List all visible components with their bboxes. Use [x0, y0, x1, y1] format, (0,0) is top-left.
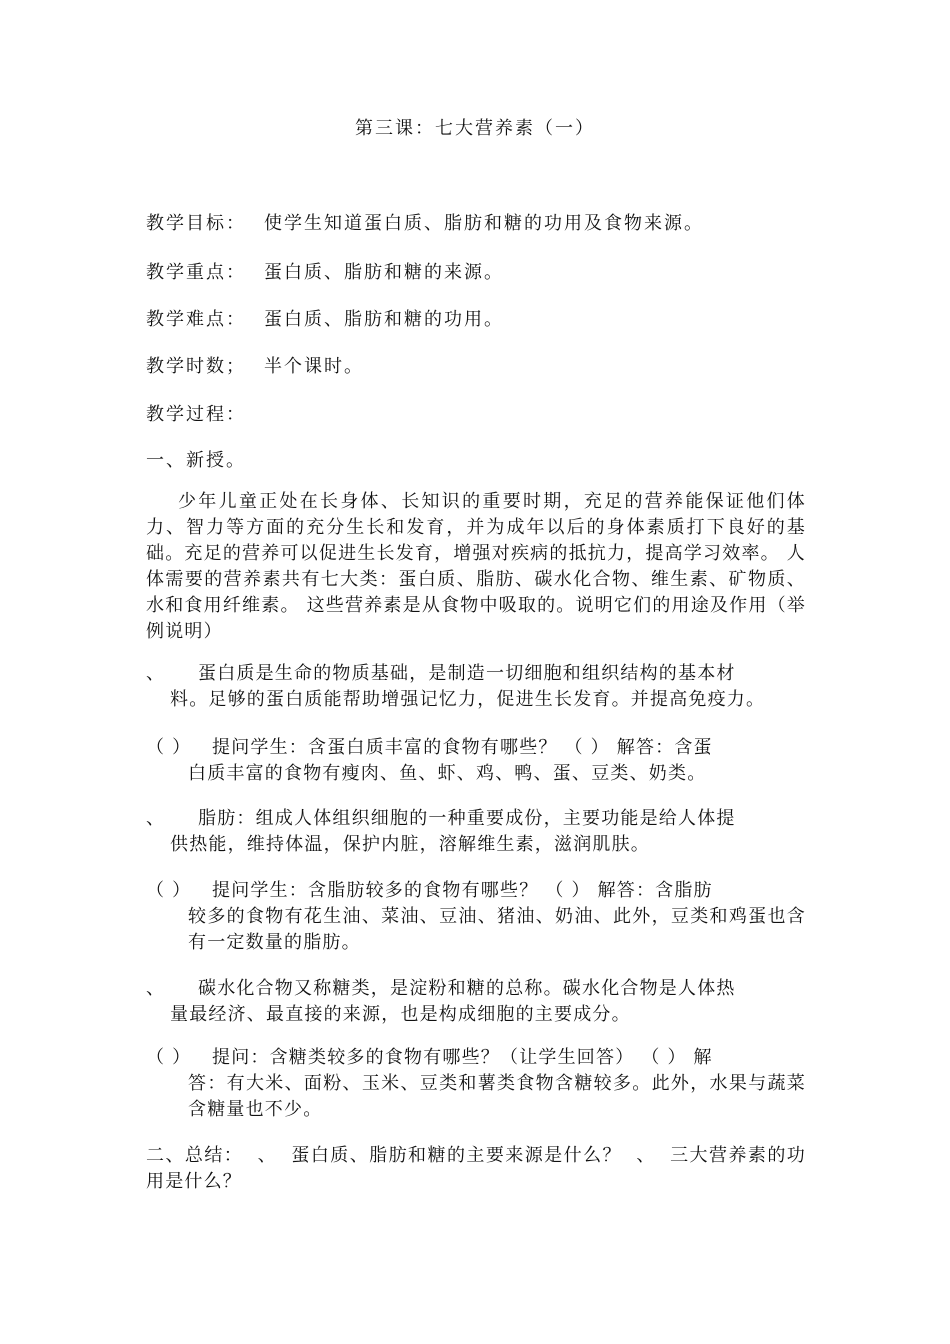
list-item [146, 1045, 806, 1123]
key-point-value: 蛋白质、脂肪和糖的来源。 [264, 262, 504, 283]
item-first-line: 脂肪：组成人体组织细胞的一种重要成份，主要功能是给人体提 [198, 808, 736, 829]
list-item [146, 806, 806, 858]
item-mark: 、 [146, 978, 166, 999]
list-item [146, 735, 806, 787]
hours-line [146, 352, 364, 378]
item-mark: 、 [146, 663, 166, 684]
item-continuation: 白质丰富的食物有瘦肉、鱼、虾、鸡、鸭、蛋、豆类、奶类。 [188, 763, 707, 784]
list-item [146, 661, 806, 713]
item-mark: 、 [146, 808, 166, 829]
intro-paragraph: 少年儿童正处在长身体、长知识的重要时期，充足的营养能保证他们体力、智力等方面的充分生长和发育，并为成年以后的身体素质打下良好的基础。充足的营养可以促进生长发育，增强对疾病的抵抗力，提高学习效率。 人体需要的营养素共有七大类：蛋白质、脂肪、碳水化合物、维生素、矿物质、水和食用纤维素。 这些营养素是从食物中吸取的。说明它们的用途及作用（举例说明） [146, 491, 806, 642]
objective-line [146, 209, 704, 235]
key-point-label: 教学重点： [146, 262, 246, 283]
objective-label: 教学目标： [146, 213, 246, 234]
hours-label: 教学时数； [146, 356, 246, 377]
item-continuation: 料。足够的蛋白质能帮助增强记忆力，促进生长发育。并提高免疫力。 [170, 689, 766, 710]
item-continuation: 较多的食物有花生油、菜油、豆油、猪油、奶油、此外，豆类和鸡蛋也含有一定数量的脂肪。 [188, 906, 806, 953]
list-item [146, 878, 806, 956]
process-line [146, 400, 264, 426]
difficulty-value: 蛋白质、脂肪和糖的功用。 [264, 309, 504, 330]
item-first-line: 提问学生：含脂肪较多的食物有哪些？ （ ） 解答：含脂肪 [212, 880, 713, 901]
item-continuation: 答：有大米、面粉、玉米、豆类和薯类食物含糖较多。此外，水果与蔬菜含糖量也不少。 [188, 1073, 806, 1120]
item-continuation: 量最经济、最直接的来源，也是构成细胞的主要成分。 [170, 1004, 631, 1025]
item-mark: （ ） [146, 737, 192, 758]
item-first-line: 提问学生：含蛋白质丰富的食物有哪些？ （ ） 解答：含蛋 [212, 737, 713, 758]
difficulty-label: 教学难点： [146, 309, 246, 330]
key-point-line [146, 258, 504, 284]
summary-paragraph: 二、总结： 、 蛋白质、脂肪和糖的主要来源是什么？ 、 三大营养素的功用是什么？ [146, 1145, 806, 1192]
item-first-line: 碳水化合物又称糖类，是淀粉和糖的总称。碳水化合物是人体热 [198, 978, 736, 999]
difficulty-line [146, 305, 504, 331]
hours-value: 半个课时。 [264, 356, 364, 377]
item-mark: （ ） [146, 880, 192, 901]
item-continuation: 供热能，维持体温，保护内脏，溶解维生素，滋润肌肤。 [170, 834, 650, 855]
section-heading: 一、新授。 [146, 450, 246, 471]
item-mark: （ ） [146, 1047, 192, 1068]
list-item [146, 976, 806, 1028]
item-first-line: 蛋白质是生命的物质基础，是制造一切细胞和组织结构的基本材 [198, 663, 736, 684]
objective-value: 使学生知道蛋白质、脂肪和糖的功用及食物来源。 [264, 213, 704, 234]
item-first-line: 提问：含糖类较多的食物有哪些？（让学生回答） （ ） 解 [212, 1047, 713, 1068]
process-label: 教学过程： [146, 404, 246, 425]
page-title: 第三课：七大营养素（一） [355, 118, 595, 139]
